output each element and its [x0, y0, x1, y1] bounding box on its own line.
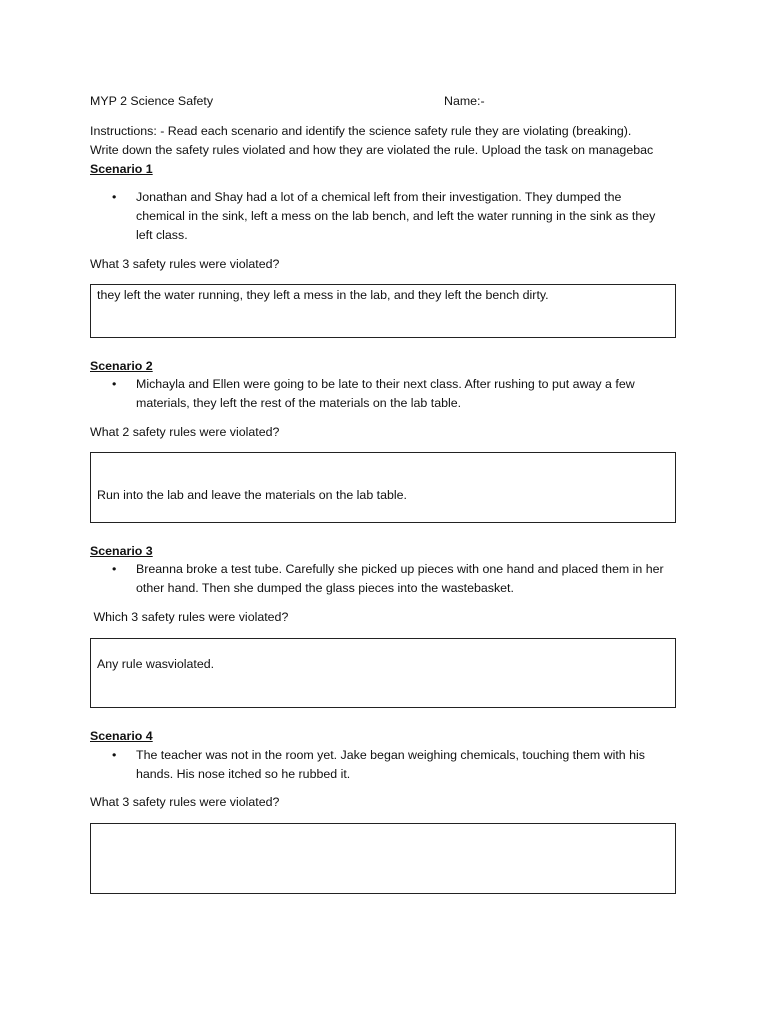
scenario-1-heading: Scenario 1	[90, 162, 153, 176]
scenario-3-text-line-1: Breanna broke a test tube. Carefully she picked up pieces with one hand and placed them in her	[136, 562, 664, 576]
scenario-1-text-line-2: chemical in the sink, left a mess on the lab bench, and left the water running in the sink as they	[136, 209, 656, 223]
scenario-2-bullet: •	[112, 377, 117, 391]
scenario-2-heading: Scenario 2	[90, 359, 153, 373]
scenario-2-answer-box[interactable]	[90, 452, 676, 523]
scenario-1-question: What 3 safety rules were violated?	[90, 257, 280, 271]
scenario-1-text-line-1: Jonathan and Shay had a lot of a chemical left from their investigation. They dumped the	[136, 190, 622, 204]
scenario-4-text-line-2: hands. His nose itched so he rubbed it.	[136, 767, 351, 781]
scenario-3-question: Which 3 safety rules were violated?	[90, 610, 289, 624]
scenario-2-text-line-2: materials, they left the rest of the materials on the lab table.	[136, 396, 462, 410]
scenario-3-heading: Scenario 3	[90, 544, 153, 558]
worksheet-title: MYP 2 Science Safety	[90, 94, 214, 108]
scenario-2-question: What 2 safety rules were violated?	[90, 425, 280, 439]
name-label: Name:-	[444, 94, 485, 108]
scenario-2-answer-text: Run into the lab and leave the materials on the lab table.	[97, 488, 407, 502]
scenario-1-answer-text: they left the water running, they left a mess in the lab, and they left the bench dirty.	[97, 288, 549, 302]
scenario-4-bullet: •	[112, 748, 117, 762]
scenario-4-text-line-1: The teacher was not in the room yet. Jake began weighing chemicals, touching them with his	[136, 748, 645, 762]
scenario-3-answer-box[interactable]	[90, 638, 676, 708]
scenario-3-text-line-2: other hand. Then she dumped the glass pieces into the wastebasket.	[136, 581, 514, 595]
scenario-4-answer-box[interactable]	[90, 823, 676, 894]
scenario-4-question: What 3 safety rules were violated?	[90, 795, 280, 809]
scenario-3-bullet: •	[112, 562, 117, 576]
scenario-1-answer-box[interactable]	[90, 284, 676, 338]
scenario-3-answer-text: Any rule wasviolated.	[97, 657, 215, 671]
scenario-1-bullet: •	[112, 190, 117, 204]
scenario-4-heading: Scenario 4	[90, 729, 153, 743]
instructions-line-2: Write down the safety rules violated and how they are violated the rule. Upload the task on managebac	[90, 143, 654, 157]
instructions-line-1: Instructions: - Read each scenario and identify the science safety rule they are violating (breaking).	[90, 124, 632, 138]
scenario-2-text-line-1: Michayla and Ellen were going to be late to their next class. After rushing to put away a few	[136, 377, 635, 391]
scenario-1-text-line-3: left class.	[136, 228, 188, 242]
